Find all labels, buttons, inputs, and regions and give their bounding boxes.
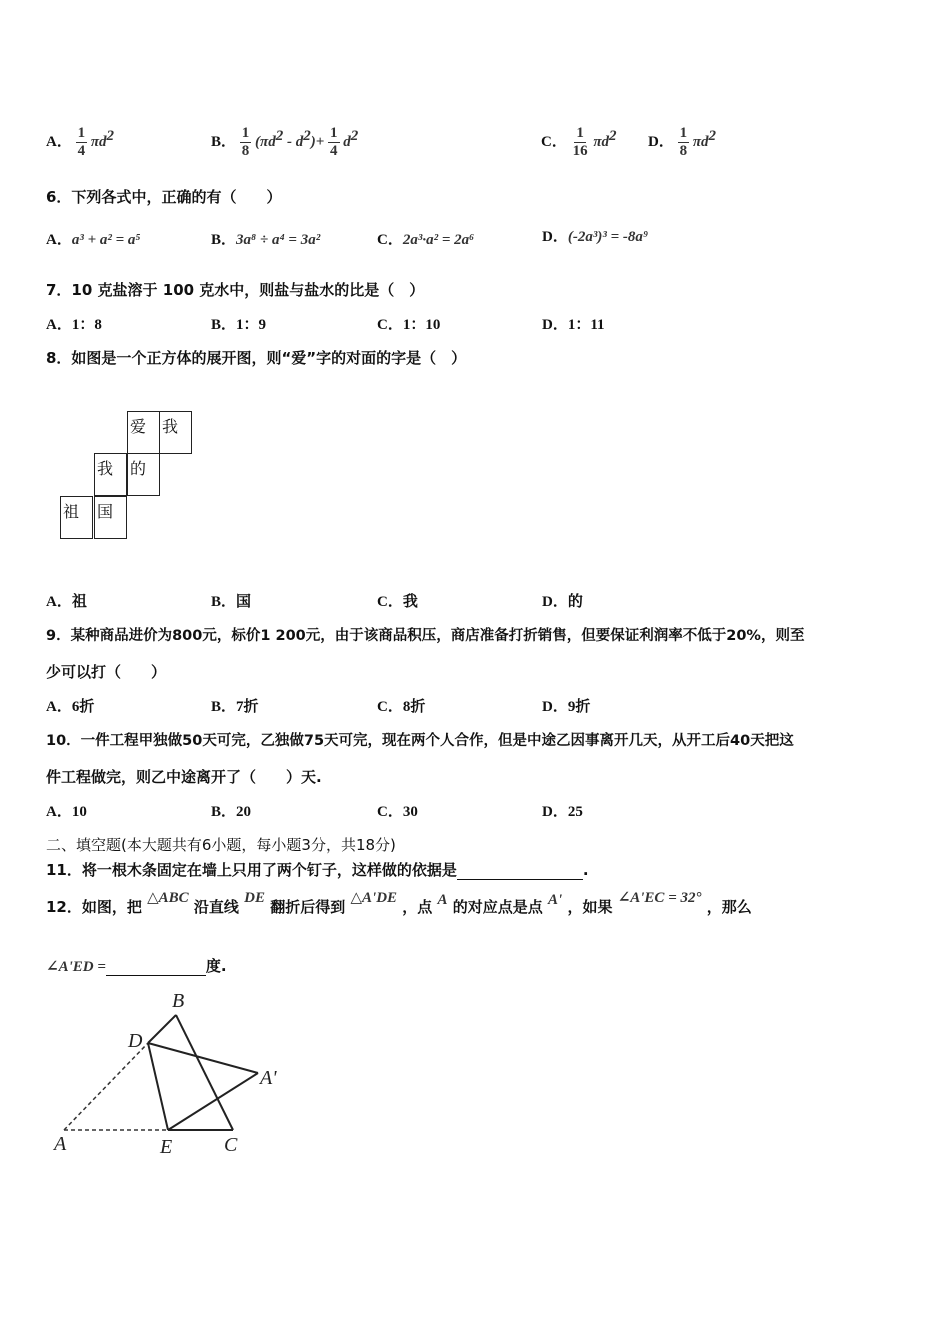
q5-option-b: B． $\frac{1}{8}$ $(\pi d^2 - d^2)+$ $\frac{1}{4}$ $d^2$ <box>211 125 359 159</box>
q8-option-d: D．的 <box>542 594 583 610</box>
q12-answer-line: ∠A'ED = 度. <box>46 957 227 975</box>
q7-stem: 7．10 克盐溶于 100 克水中，则盐与盐水的比是（ ） <box>46 281 425 299</box>
q7-option-b: B．1：9 <box>211 317 267 333</box>
segment-bc <box>176 1015 233 1130</box>
q8-option-c: C．我 <box>377 594 418 610</box>
q9-option-b: B．7折 <box>211 699 259 715</box>
section-heading: 二、填空题(本大题共有6小题，每小题3分，共18分) <box>46 836 396 854</box>
fraction: $\frac{1}{16}$ <box>572 125 588 159</box>
segment-db <box>148 1015 176 1043</box>
q10-option-c: C．30 <box>377 804 418 820</box>
net-cell: 祖 <box>60 496 93 539</box>
q5-option-c: C． $\frac{1}{16}$ $\pi d^2$ <box>541 125 617 159</box>
q6-option-b: B．3a⁸ ÷ a⁴ = 3a² <box>211 232 321 248</box>
q8-option-a: A．祖 <box>46 594 87 610</box>
label-a: A <box>54 1133 67 1155</box>
q6-option-a: A．a³ + a² = a⁵ <box>46 232 141 248</box>
answer-blank[interactable] <box>106 957 206 976</box>
q5-option-a: A． $\frac{1}{4}$ $\pi d^2$ <box>46 125 115 159</box>
segment-a1e <box>168 1073 258 1130</box>
dashed-line-ad <box>64 1043 148 1130</box>
q9-stem-line2: 少可以打（ ） <box>46 663 167 681</box>
label-b: B <box>172 990 185 1012</box>
net-cell: 我 <box>159 411 192 454</box>
q10-option-b: B．20 <box>211 804 252 820</box>
label-c: C <box>224 1134 238 1156</box>
q9-option-c: C．8折 <box>377 699 426 715</box>
q10-stem-line1: 10．一件工程甲独做50天可完，乙独做75天可完，现在两个人合作，但是中途乙因事离开几天，从开工后40天把这 <box>46 733 794 749</box>
q9-option-d: D．9折 <box>542 699 591 715</box>
q9-option-a: A．6折 <box>46 699 95 715</box>
q7-option-a: A．1：8 <box>46 317 102 333</box>
q6-option-c: C．2a³·a² = 2a⁶ <box>377 232 475 248</box>
q10-option-d: D．25 <box>542 804 583 820</box>
triangle-fold-figure <box>40 985 300 1160</box>
q8-option-b: B．国 <box>211 594 252 610</box>
q7-option-c: C．1：10 <box>377 317 441 333</box>
fraction: $\frac{1}{8}$ <box>679 125 688 159</box>
q7-option-d: D．1：11 <box>542 317 605 333</box>
net-cell: 的 <box>127 453 160 496</box>
q11-stem: 11．将一根木条固定在墙上只用了两个钉子，这样做的依据是 . <box>46 861 589 879</box>
q9-stem-line1: 9．某种商品进价为800元，标价1 200元，由于该商品积压，商店准备打折销售，但要保证利润率不低于20%，则至 <box>46 628 805 644</box>
label-d: D <box>128 1030 143 1052</box>
q12-stem: 12．如图，把 △ABC 沿直线 DE 翻折后得到 △A'DE ，点 A 的对应点是点 A' ，如果 ∠A'EC = 32° ，那么 <box>46 890 752 916</box>
q5-option-d: D． $\frac{1}{8}$ $\pi d^2$ <box>648 125 717 159</box>
fraction: $\frac{1}{4}$ <box>330 125 338 159</box>
answer-blank[interactable] <box>457 861 583 880</box>
fraction: $\frac{1}{8}$ <box>241 125 250 159</box>
q10-stem-line2: 件工程做完，则乙中途离开了（ ）天. <box>46 768 322 786</box>
net-cell: 我 <box>94 453 127 496</box>
fraction: $\frac{1}{4}$ <box>77 125 86 159</box>
q6-option-d: D．(-2a³)³ = -8a⁹ <box>542 229 649 245</box>
q10-option-a: A．10 <box>46 804 87 820</box>
q8-stem: 8．如图是一个正方体的展开图，则“爱”字的对面的字是（ ） <box>46 349 467 367</box>
label-e: E <box>160 1136 173 1158</box>
segment-de <box>148 1043 168 1130</box>
net-cell: 国 <box>94 496 127 539</box>
net-cell: 爱 <box>127 411 160 454</box>
q6-stem: 6．下列各式中，正确的有（ ） <box>46 188 282 206</box>
label-a-prime: A' <box>260 1067 277 1089</box>
